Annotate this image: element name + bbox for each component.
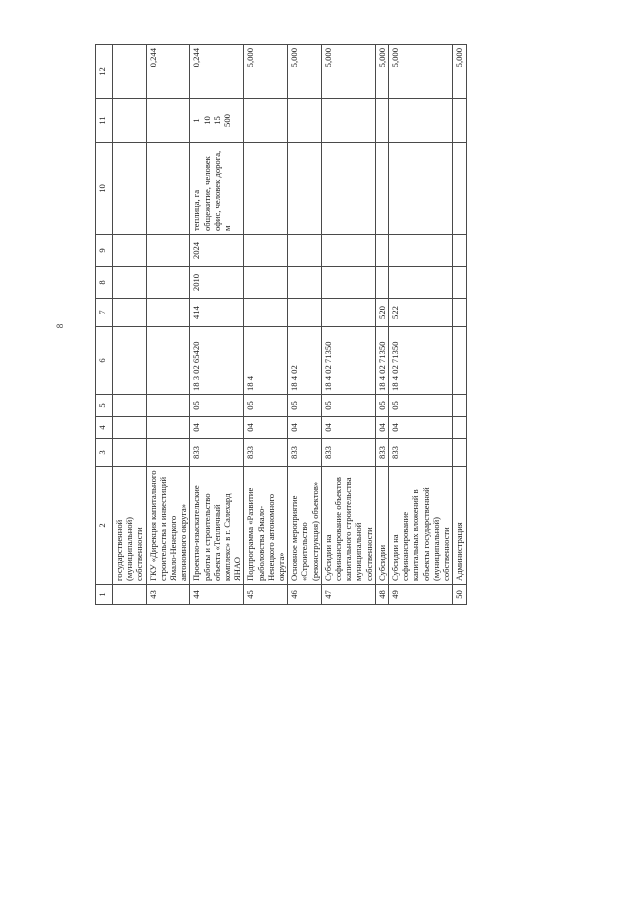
cell-section (453, 417, 466, 439)
cell-item-name: Проектно-изыскательские работы и строительство объекта «Тепличный комплекс» в г. Салехард ЯНАО (190, 467, 244, 585)
cell-target-article: 18 4 (244, 327, 288, 395)
cell-amount: 0,244 (146, 45, 190, 99)
cell-ministry-code: 833 (288, 439, 322, 467)
cell-capacity-value (453, 99, 466, 143)
cell-ministry-code: 833 (375, 439, 388, 467)
cell-end-year (375, 235, 388, 267)
table-row (113, 45, 147, 605)
cell-end-year (288, 235, 322, 267)
cell-section (113, 417, 147, 439)
cell-capacity-unit (321, 143, 375, 235)
cell-capacity-unit (113, 143, 147, 235)
cell-ministry-code: 833 (389, 439, 453, 467)
cell-section (146, 417, 190, 439)
column-header: 2 (96, 467, 113, 585)
cell-section: 04 (190, 417, 244, 439)
cell-target-article (146, 327, 190, 395)
cell-item-name: Подпрограмма «Развитие рыболовства Ямало-Ненецкого автономного округа» (244, 467, 288, 585)
cell-end-year (321, 235, 375, 267)
column-header: 4 (96, 417, 113, 439)
cell-end-year (453, 235, 466, 267)
cell-subsection: 05 (389, 395, 453, 417)
cell-capacity-value (146, 99, 190, 143)
cell-row-number: 44 (190, 585, 244, 605)
cell-expense-type (146, 299, 190, 327)
column-header: 5 (96, 395, 113, 417)
cell-amount: 5,000 (244, 45, 288, 99)
column-header: 10 (96, 143, 113, 235)
cell-amount: 5,000 (321, 45, 375, 99)
cell-ministry-code: 833 (321, 439, 375, 467)
column-header: 8 (96, 267, 113, 299)
cell-capacity-unit: теплица, га общежитие, человек офис, человек дорога, м (190, 143, 244, 235)
cell-start-year (288, 267, 322, 299)
cell-amount: 5,000 (453, 45, 466, 99)
cell-start-year (453, 267, 466, 299)
cell-end-year (146, 235, 190, 267)
cell-item-name: Субсидии на софинансирование объектов капитального строительства муниципальной собственности (321, 467, 375, 585)
cell-item-name: государственной (муниципальной) собственности (113, 467, 147, 585)
cell-subsection: 05 (375, 395, 388, 417)
table-row (190, 45, 244, 605)
table-row (288, 45, 322, 605)
column-header: 3 (96, 439, 113, 467)
table-row (321, 45, 375, 605)
cell-start-year (389, 267, 453, 299)
cell-row-number: 47 (321, 585, 375, 605)
cell-capacity-unit (453, 143, 466, 235)
cell-start-year: 2010 (190, 267, 244, 299)
table-header-row (96, 45, 113, 605)
column-header: 1 (96, 585, 113, 605)
cell-capacity-unit (146, 143, 190, 235)
cell-ministry-code (113, 439, 147, 467)
rotated-table-area (55, 45, 615, 605)
table-row (244, 45, 288, 605)
budget-table (95, 44, 467, 605)
cell-capacity-value (389, 99, 453, 143)
cell-expense-type: 522 (389, 299, 453, 327)
cell-subsection: 05 (244, 395, 288, 417)
cell-section: 04 (321, 417, 375, 439)
cell-ministry-code: 833 (190, 439, 244, 467)
cell-target-article (453, 327, 466, 395)
cell-amount: 5,000 (375, 45, 388, 99)
cell-target-article (113, 327, 147, 395)
cell-ministry-code (453, 439, 466, 467)
page-number: 8 (55, 323, 65, 329)
cell-section: 04 (375, 417, 388, 439)
column-header: 7 (96, 299, 113, 327)
cell-amount: 5,000 (389, 45, 453, 99)
cell-section: 04 (244, 417, 288, 439)
cell-target-article: 18 3 02 65420 (190, 327, 244, 395)
column-header: 9 (96, 235, 113, 267)
cell-target-article: 18 4 02 71350 (389, 327, 453, 395)
table-body (113, 45, 467, 605)
column-header: 11 (96, 99, 113, 143)
cell-expense-type: 414 (190, 299, 244, 327)
cell-expense-type (453, 299, 466, 327)
column-header: 6 (96, 327, 113, 395)
cell-row-number: 43 (146, 585, 190, 605)
cell-start-year (113, 267, 147, 299)
cell-end-year: 2024 (190, 235, 244, 267)
cell-ministry-code: 833 (244, 439, 288, 467)
cell-expense-type (321, 299, 375, 327)
cell-subsection: 05 (321, 395, 375, 417)
cell-row-number: 49 (389, 585, 453, 605)
cell-row-number: 45 (244, 585, 288, 605)
cell-start-year (321, 267, 375, 299)
cell-end-year (389, 235, 453, 267)
cell-end-year (244, 235, 288, 267)
cell-subsection (113, 395, 147, 417)
cell-item-name: Основное мероприятие «Строительство (реконструкция) объектов» (288, 467, 322, 585)
cell-capacity-value (244, 99, 288, 143)
table-row (453, 45, 466, 605)
cell-expense-type: 520 (375, 299, 388, 327)
cell-target-article: 18 4 02 (288, 327, 322, 395)
cell-item-name: Субсидии (375, 467, 388, 585)
table-row (146, 45, 190, 605)
cell-subsection (453, 395, 466, 417)
cell-target-article: 18 4 02 71350 (321, 327, 375, 395)
cell-target-article: 18 4 02 71350 (375, 327, 388, 395)
cell-item-name: Администрация (453, 467, 466, 585)
cell-capacity-value (113, 99, 147, 143)
cell-start-year (244, 267, 288, 299)
cell-capacity-unit (288, 143, 322, 235)
column-header: 12 (96, 45, 113, 99)
cell-end-year (113, 235, 147, 267)
cell-expense-type (288, 299, 322, 327)
cell-subsection: 05 (190, 395, 244, 417)
cell-item-name: ГКУ «Дирекция капитального строительства и инвестиций Ямало-Ненецкого автономного округа» (146, 467, 190, 585)
cell-expense-type (113, 299, 147, 327)
cell-subsection: 05 (288, 395, 322, 417)
cell-capacity-value (375, 99, 388, 143)
cell-capacity-value: 1 10 15 500 (190, 99, 244, 143)
cell-row-number: 48 (375, 585, 388, 605)
cell-ministry-code (146, 439, 190, 467)
table-row (389, 45, 453, 605)
cell-row-number (113, 585, 147, 605)
cell-capacity-unit (375, 143, 388, 235)
cell-section: 04 (288, 417, 322, 439)
cell-start-year (375, 267, 388, 299)
cell-capacity-value (321, 99, 375, 143)
cell-amount (113, 45, 147, 99)
table-row (375, 45, 388, 605)
cell-amount: 5,000 (288, 45, 322, 99)
cell-capacity-unit (244, 143, 288, 235)
cell-start-year (146, 267, 190, 299)
cell-capacity-value (288, 99, 322, 143)
cell-row-number: 46 (288, 585, 322, 605)
cell-expense-type (244, 299, 288, 327)
cell-item-name: Субсидии на софинансирование капитальных вложений в объекты государственной (муниципальной) собственности (389, 467, 453, 585)
cell-amount: 0,244 (190, 45, 244, 99)
cell-subsection (146, 395, 190, 417)
cell-capacity-unit (389, 143, 453, 235)
cell-section: 04 (389, 417, 453, 439)
cell-row-number: 50 (453, 585, 466, 605)
